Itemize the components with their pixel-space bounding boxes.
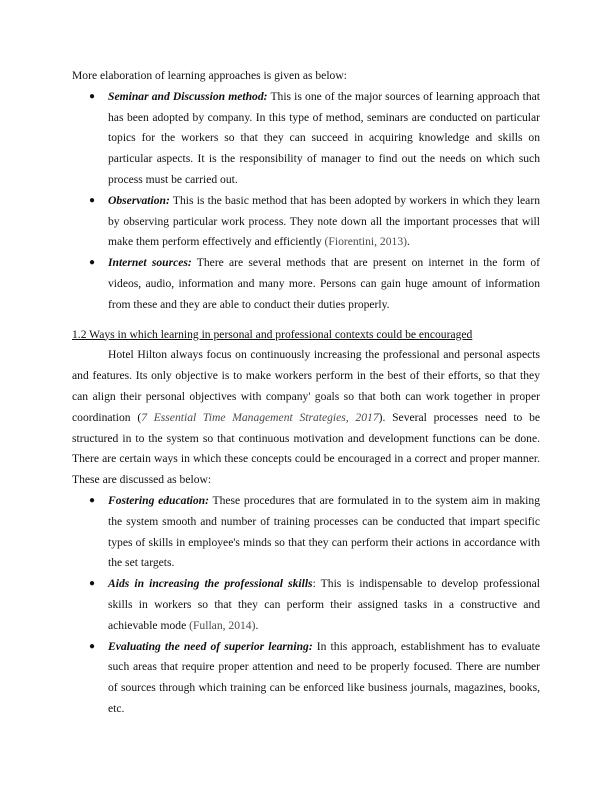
list-item-observation <box>72 191 540 253</box>
citation-time-management: 7 Essential Time Management Strategies, 2017 <box>141 410 379 424</box>
learning-approaches-list <box>72 87 540 316</box>
citation-fiorentini: (Fiorentini, 2013) <box>324 235 407 249</box>
bullet-icon: ● <box>89 194 96 206</box>
term-professional-skills: Aids in increasing the professional skills <box>108 577 313 591</box>
sentence-end: . <box>406 235 410 249</box>
term-superior-learning: Evaluating the need of superior learning: <box>108 639 313 653</box>
bullet-icon: ● <box>89 578 96 590</box>
term-internet: Internet sources: <box>108 256 192 270</box>
citation-fullan: (Fullan, 2014) <box>189 618 256 632</box>
paragraph-part-2: ). Several processes need to be structured in to the system so that continuous motivation and development functions can be done. There are certain ways in which these concepts could be encouraged in a correct and proper manner. These are discussed as below: <box>72 410 541 487</box>
body-professional-skills: : This is indispensable to develop professional skills in workers so that they can perform their assigned tasks in a constructive and achievable mode <box>108 577 540 632</box>
body-superior-learning: In this approach, establishment has to evaluate such areas that require proper attention and need to be properly focused. There are number of sources through which training can be enforced like business journals, magazines, books, etc. <box>108 639 540 715</box>
term-fostering: Fostering education: <box>108 493 209 507</box>
body-internet: There are several methods that are present on internet in the form of videos, audio, information and many more. Persons can gain huge amount of information from these and they are able to conduct their duties properly. <box>108 256 540 311</box>
bullet-icon: ● <box>89 640 96 652</box>
paragraph-part-1: Hotel Hilton always focus on continuously increasing the professional and personal aspects and features. Its only objective is to make workers perform in the best of their efforts, so that they can align their personal objectives with company' goals so that both can work together in proper coordination ( <box>72 348 540 424</box>
encouragement-ways-list <box>72 491 540 720</box>
term-seminar: Seminar and Discussion method: <box>108 89 268 103</box>
body-paragraph <box>72 345 540 491</box>
list-item-superior-learning <box>72 637 540 720</box>
list-item-fostering <box>72 491 540 574</box>
document-page <box>72 66 540 720</box>
intro-text: More elaboration of learning approaches is given as below: <box>72 69 347 82</box>
body-observation: This is the basic method that has been adopted by workers in which they learn by observing particular work process. They note down all the important processes that will make them perform effectively and efficiently <box>108 193 540 249</box>
term-observation: Observation: <box>108 193 170 207</box>
bullet-icon: ● <box>89 257 96 269</box>
section-heading: 1.2 Ways in which learning in personal and professional contexts could be encouraged <box>72 327 473 341</box>
bullet-icon: ● <box>89 494 96 506</box>
list-item-seminar <box>72 87 540 191</box>
list-item-internet <box>72 253 540 315</box>
sentence-end: . <box>255 618 259 632</box>
bullet-icon: ● <box>89 90 96 102</box>
body-fostering: These procedures that are formulated in to the system aim in making the system smooth and number of training processes can be conducted that impart specific types of skills in employee's minds so that they can perform their actions in accordance with the set targets. <box>108 493 540 570</box>
list-item-professional-skills <box>72 574 540 636</box>
body-seminar: This is one of the major sources of learning approach that has been adopted by company. In this type of method, seminars are conducted on particular topics for the workers so that they can succeed in acquiring knowledge and skills on particular aspects. It is the responsibility of manager to find out the needs on which such process must be carried out. <box>108 89 540 186</box>
